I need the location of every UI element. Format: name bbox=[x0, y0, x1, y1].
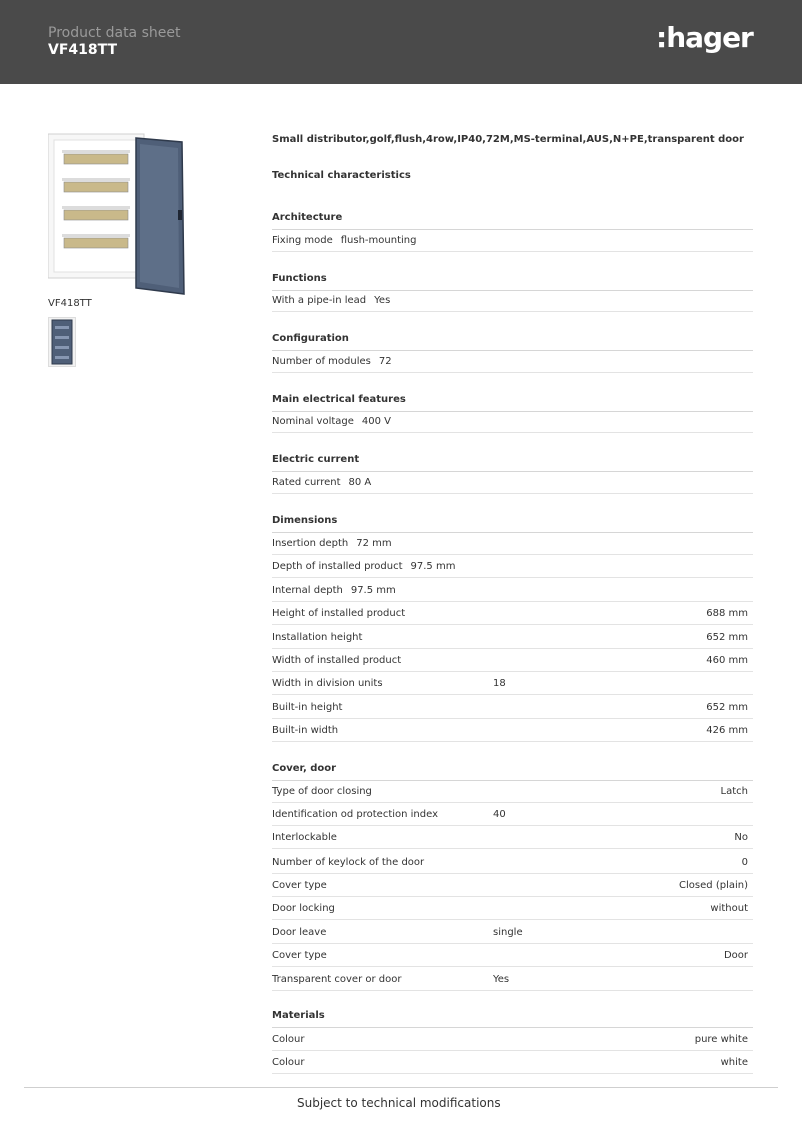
spec-row bbox=[272, 781, 753, 803]
product-image bbox=[48, 130, 188, 298]
section-heading: Cover, door bbox=[272, 763, 753, 781]
page-header bbox=[0, 0, 802, 84]
spec-row bbox=[272, 411, 753, 433]
spec-value: Yes bbox=[493, 974, 510, 985]
spec-value: Latch bbox=[720, 786, 748, 797]
spec-label: Cover type bbox=[272, 880, 327, 891]
spec-row bbox=[272, 580, 753, 602]
spec-row bbox=[272, 603, 753, 625]
spec-row bbox=[272, 827, 753, 849]
spec-value: 72 mm bbox=[356, 538, 392, 549]
spec-label: Width in division units bbox=[272, 678, 383, 689]
spec-row bbox=[272, 650, 753, 672]
spec-row bbox=[272, 472, 753, 494]
spec-row bbox=[272, 673, 753, 695]
spec-value: single bbox=[493, 927, 523, 938]
spec-label: Width of installed product bbox=[272, 655, 402, 666]
spec-row bbox=[272, 351, 753, 373]
spec-row bbox=[272, 969, 753, 991]
spec-inline-wrap bbox=[272, 290, 390, 312]
header-product-ref: VF418TT bbox=[48, 42, 118, 58]
spec-row bbox=[272, 1029, 753, 1051]
spec-value: No bbox=[734, 832, 748, 843]
spec-value: 97.5 mm bbox=[410, 561, 456, 572]
section-heading: Architecture bbox=[272, 212, 753, 230]
spec-inline-wrap bbox=[272, 230, 416, 252]
spec-row bbox=[272, 230, 753, 252]
spec-row bbox=[272, 875, 753, 897]
spec-label: Number of modules bbox=[272, 356, 371, 367]
spec-inline-wrap bbox=[272, 533, 392, 555]
spec-label: Internal depth bbox=[272, 585, 343, 596]
spec-inline-wrap bbox=[272, 472, 371, 494]
section-heading: Electric current bbox=[272, 454, 753, 472]
spec-label: Transparent cover or door bbox=[272, 974, 402, 985]
spec-value: 426 mm bbox=[706, 725, 748, 736]
section-heading: Dimensions bbox=[272, 515, 753, 533]
spec-label: Fixing mode bbox=[272, 235, 333, 246]
spec-value: 40 bbox=[493, 809, 506, 820]
spec-value: flush-mounting bbox=[340, 235, 417, 246]
spec-row bbox=[272, 898, 753, 920]
spec-label: Rated current bbox=[272, 477, 341, 488]
product-ref-label: VF418TT bbox=[48, 298, 92, 309]
footer-note: Subject to technical modifications bbox=[297, 1096, 501, 1110]
spec-value: pure white bbox=[694, 1034, 748, 1045]
spec-value: Yes bbox=[374, 295, 391, 306]
spec-inline-wrap bbox=[272, 351, 392, 373]
spec-row bbox=[272, 290, 753, 312]
spec-value: white bbox=[720, 1057, 748, 1068]
spec-label: Type of door closing bbox=[272, 786, 372, 797]
spec-label: Installation height bbox=[272, 632, 363, 643]
hager-logo: :hager bbox=[656, 21, 753, 54]
spec-row bbox=[272, 720, 753, 742]
spec-label: Insertion depth bbox=[272, 538, 349, 549]
section-heading: Materials bbox=[272, 1010, 753, 1028]
spec-value: 0 bbox=[741, 857, 748, 868]
spec-value: 72 bbox=[378, 356, 392, 367]
spec-inline-wrap bbox=[272, 411, 391, 433]
spec-value: 652 mm bbox=[706, 632, 748, 643]
spec-inline-wrap bbox=[272, 556, 455, 578]
spec-row bbox=[272, 945, 753, 967]
spec-label: Colour bbox=[272, 1034, 305, 1045]
spec-row bbox=[272, 1052, 753, 1074]
spec-label: Built-in height bbox=[272, 702, 343, 713]
spec-row bbox=[272, 922, 753, 944]
spec-label: Door locking bbox=[272, 903, 335, 914]
header-kicker: Product data sheet bbox=[48, 25, 181, 41]
spec-label: Nominal voltage bbox=[272, 416, 354, 427]
technical-characteristics-title: Technical characteristics bbox=[272, 170, 411, 181]
spec-label: Colour bbox=[272, 1057, 305, 1068]
spec-row bbox=[272, 697, 753, 719]
spec-label: Height of installed product bbox=[272, 608, 406, 619]
spec-label: Number of keylock of the door bbox=[272, 857, 425, 868]
spec-inline-wrap bbox=[272, 580, 396, 602]
spec-value: without bbox=[710, 903, 748, 914]
spec-row bbox=[272, 852, 753, 874]
spec-label: Identification od protection index bbox=[272, 809, 439, 820]
spec-value: Closed (plain) bbox=[679, 880, 748, 891]
spec-value: 652 mm bbox=[706, 702, 748, 713]
spec-row bbox=[272, 627, 753, 649]
spec-row bbox=[272, 556, 753, 578]
footer-divider bbox=[24, 1087, 778, 1088]
section-heading: Configuration bbox=[272, 333, 753, 351]
spec-label: Interlockable bbox=[272, 832, 337, 843]
spec-row bbox=[272, 804, 753, 826]
spec-row bbox=[272, 533, 753, 555]
spec-value: 97.5 mm bbox=[350, 585, 396, 596]
spec-value: 460 mm bbox=[706, 655, 748, 666]
spec-label: Built-in width bbox=[272, 725, 339, 736]
spec-value: 18 bbox=[493, 678, 506, 689]
spec-label: Cover type bbox=[272, 950, 327, 961]
section-heading: Functions bbox=[272, 273, 753, 291]
product-thumbnail[interactable] bbox=[48, 317, 76, 367]
spec-value: 400 V bbox=[361, 416, 392, 427]
spec-label: Depth of installed product bbox=[272, 561, 403, 572]
spec-value: 688 mm bbox=[706, 608, 748, 619]
spec-label: Door leave bbox=[272, 927, 327, 938]
section-heading: Main electrical features bbox=[272, 394, 753, 412]
spec-value: 80 A bbox=[348, 477, 372, 488]
spec-value: Door bbox=[723, 950, 748, 961]
spec-label: With a pipe-in lead bbox=[272, 295, 367, 306]
product-title: Small distributor,golf,flush,4row,IP40,72M,MS-terminal,AUS,N+PE,transparent door bbox=[272, 134, 744, 145]
